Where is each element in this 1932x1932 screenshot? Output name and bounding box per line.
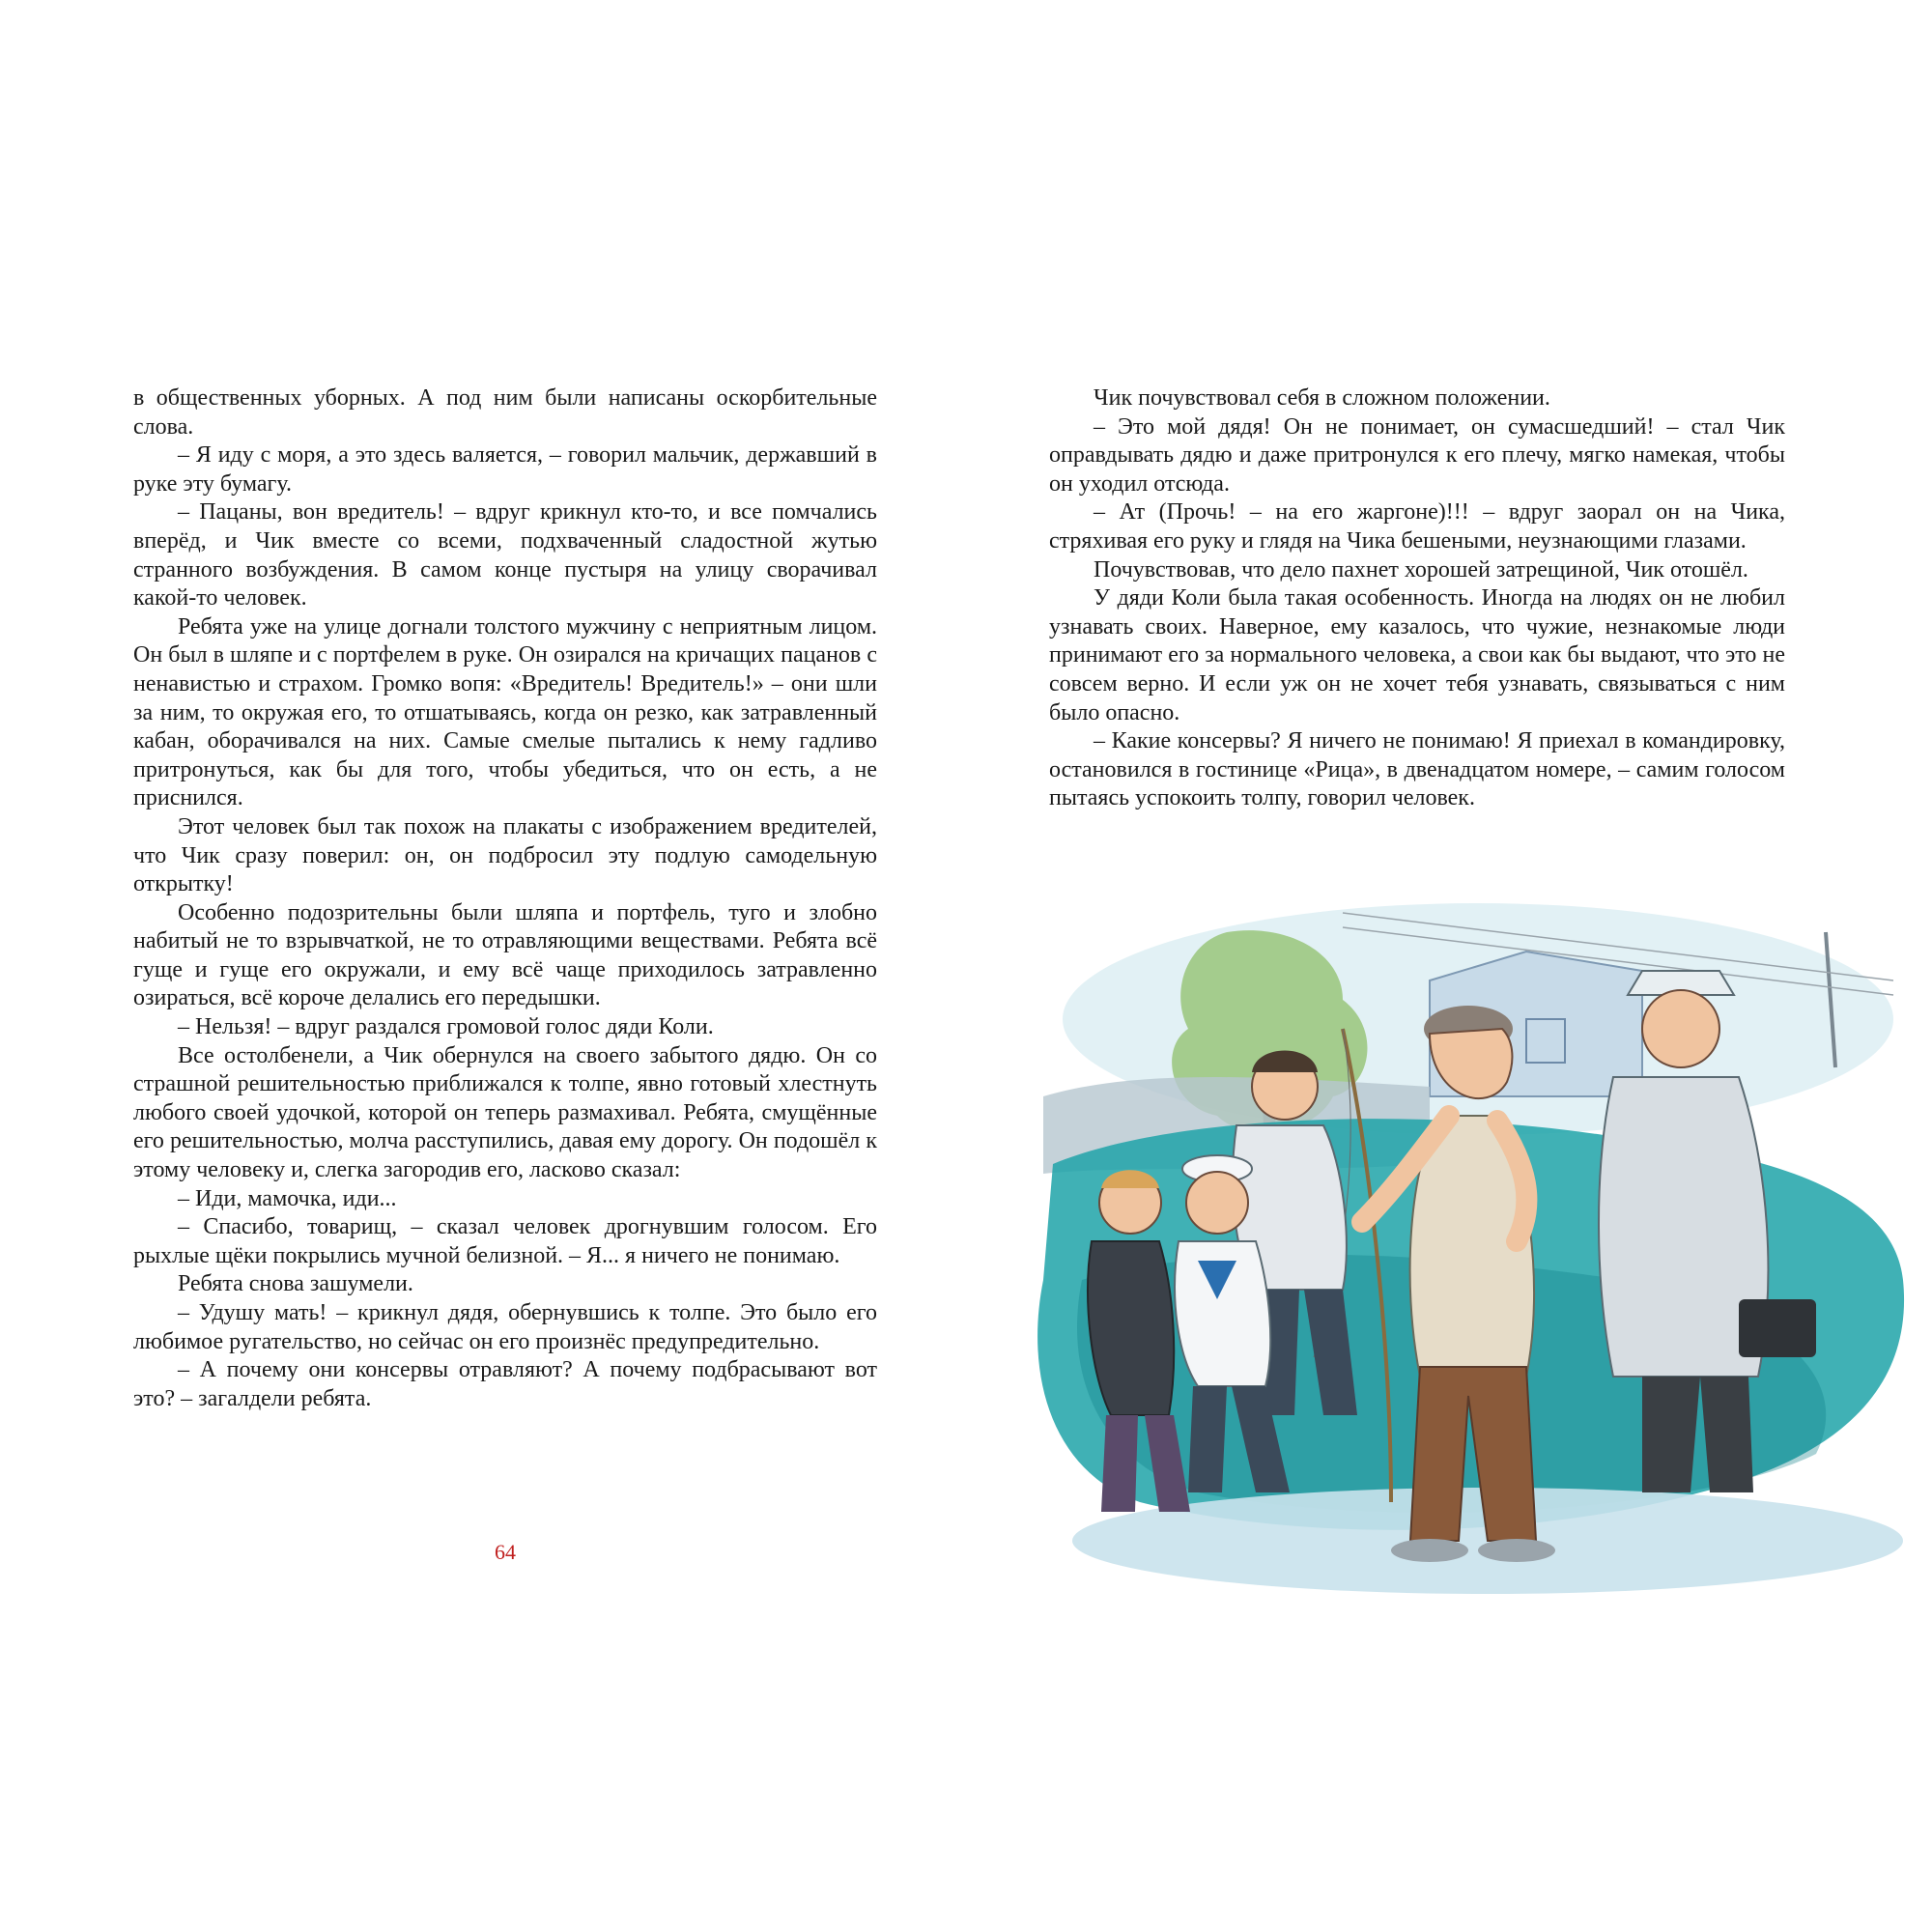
paragraph: Чик почувствовал себя в сложном положении. xyxy=(1094,385,1550,411)
paragraph: – Какие консервы? Я ничего не понимаю! Я приехал в командировку, остановился в гостинице «Рица», в двенадцатом номере, – самим голосом пытаясь успокоить толпу, говорил человек. xyxy=(1049,728,1785,811)
right-page xyxy=(966,0,1932,1932)
paragraph: – Иди, мамочка, иди... xyxy=(178,1185,397,1211)
paragraph: – Это мой дядя! Он не понимает, он сумасшедший! – стал Чик оправдывать дядю и даже притронулся к его плечу, мягко намекая, чтобы он уходил отсюда. xyxy=(1049,413,1785,497)
left-text-column xyxy=(133,384,877,1413)
page-number: 64 xyxy=(495,1540,516,1564)
paragraph: Все остолбенели, а Чик обернулся на своего забытого дядю. Он со страшной решительностью приближался к толпе, явно готовый хлестнуть любого своей удочкой, которой он теперь размахивал. Ребята, смущённые его решительностью, молча расступились, давая ему дорогу. Он подошёл к этому человеку и, слегка загородив его, ласково сказал: xyxy=(133,1042,877,1183)
paragraph: – Нельзя! – вдруг раздался громовой голос дяди Коли. xyxy=(178,1014,714,1040)
paragraph: в общественных уборных. А под ним были написаны оскорбительные слова. xyxy=(133,385,877,440)
paragraph: – Я иду с моря, а это здесь валяется, – говорил мальчик, державший в руке эту бумагу. xyxy=(133,442,877,497)
paragraph: – А почему они консервы отравляют? А почему подбрасывают вот это? – загалдели ребята. xyxy=(133,1357,877,1411)
paragraph: Особенно подозрительны были шляпа и портфель, туго и злобно набитый не то взрывчаткой, не то отравляющими веществами. Ребята всё гуще и гуще его окружали, и ему всё чаще приходилось затравленно озираться, всё короче делались его передышки. xyxy=(133,899,877,1011)
paragraph: Почувствовав, что дело пахнет хорошей затрещиной, Чик отошёл. xyxy=(1094,556,1748,582)
right-text-column xyxy=(1049,384,1785,813)
illustration-svg xyxy=(1024,874,1922,1608)
paragraph: – Удушу мать! – крикнул дядя, обернувшись к толпе. Это было его любимое ругательство, но сейчас он его произнёс предупредительно. xyxy=(133,1300,877,1354)
paragraph: – Пацаны, вон вредитель! – вдруг крикнул кто-то, и все помчались вперёд, и Чик вместе со всеми, подхваченный сладостной жутью странного возбуждения. В самом конце пустыря на улицу сворачивал какой-то человек. xyxy=(133,499,877,611)
paragraph: У дяди Коли была такая особенность. Иногда на людях он не любил узнавать своих. Наверное, ему казалось, что чужие, незнакомые люди принимают его за нормального человека, а свои как бы выдают, что это не совсем верно. И если уж он не хочет тебя узнавать, связываться с ним было опасно. xyxy=(1049,585,1785,725)
paragraph: – Ат (Прочь! – на его жаргоне)!!! – вдруг заорал он на Чика, стряхивая его руку и глядя на Чика бешеными, неузнающими глазами. xyxy=(1049,499,1785,554)
paragraph: – Спасибо, товарищ, – сказал человек дрогнувшим голосом. Его рыхлые щёки покрылись мучной белизной. – Я... я ничего не понимаю. xyxy=(133,1214,877,1268)
paragraph: Ребята уже на улице догнали толстого мужчину с неприятным лицом. Он был в шляпе и с портфелем в руке. Он озирался на кричащих пацанов с ненавистью и страхом. Громко вопя: «Вредитель! Вредитель!» – они шли за ним, то окружая его, то отшатываясь, когда он резко, как затравленный кабан, оборачивался на них. Самые смелые пытались к нему гадливо притронуться, как бы для того, чтобы убедиться, что он есть, а не приснился. xyxy=(133,613,877,811)
story-illustration xyxy=(1024,874,1922,1608)
paragraph: Этот человек был так похож на плакаты с изображением вредителей, что Чик сразу поверил: он, он подбросил эту подлую самодельную открытку! xyxy=(133,813,877,897)
paragraph: Ребята снова зашумели. xyxy=(178,1271,413,1297)
